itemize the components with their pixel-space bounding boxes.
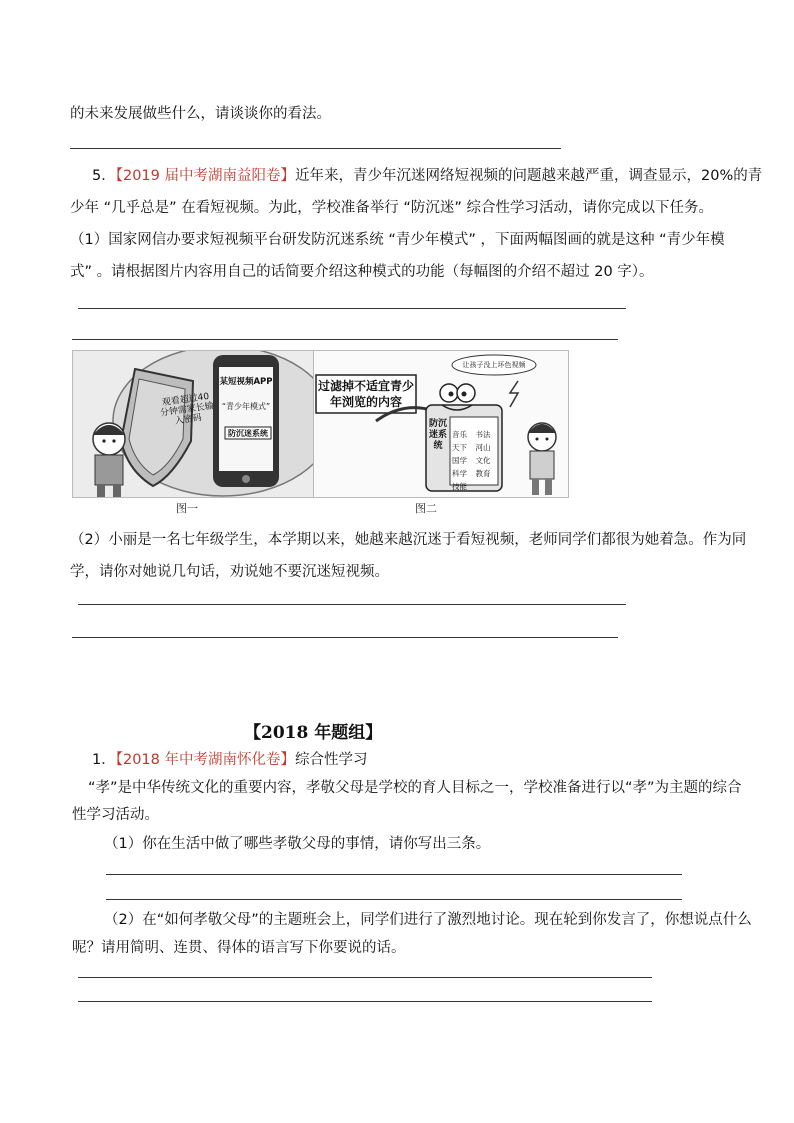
answer-line[interactable] xyxy=(70,148,561,149)
screen-item: 国学 xyxy=(452,456,467,465)
q1-source: 【2018 年中考湖南怀化卷】 xyxy=(115,752,295,768)
q5-intro-line2: 少年 “几乎总是” 在看短视频。为此，学校准备举行 “防沉迷” 综合性学习活动，请你完成以下任务。 xyxy=(70,200,713,216)
system-label: 防沉迷系统 xyxy=(228,429,268,438)
q5-sub1-line1: （1）国家网信办要求短视频平台研发防沉迷系统 “青少年模式” ，下面两幅图画的就是这种 “青少年模 xyxy=(70,232,725,248)
q1-sub2-line1: （2）在“如何孝敬父母”的主题班会上，同学们进行了激烈地讨论。现在轮到你发言了，你想说点什么 xyxy=(104,912,752,928)
answer-line[interactable] xyxy=(72,339,618,340)
figure-2-caption: 图二 xyxy=(415,502,437,515)
section-2018-header: 【2018 年题组】 xyxy=(244,723,383,743)
q1-intro-line2: 性学习活动。 xyxy=(72,807,159,823)
answer-line[interactable] xyxy=(78,604,626,605)
answer-line[interactable] xyxy=(78,308,626,309)
q5-sub1-line2: 式” 。请根据图片内容用自己的话简要介绍这种模式的功能（每幅图的介绍不超过 20 字）。 xyxy=(70,264,654,280)
q1-number: 1． xyxy=(92,752,116,768)
phone-app-title: 某短视频APP xyxy=(219,377,273,387)
figure-1-caption: 图一 xyxy=(176,502,198,515)
answer-line[interactable] xyxy=(106,899,682,900)
shield-text: 观看超过40分钟需家长输入密码 xyxy=(159,391,215,427)
figure-2-banner: 过滤掉不适宜青少年浏览的内容 xyxy=(318,379,415,409)
q5-number: 5． xyxy=(92,168,116,184)
answer-line[interactable] xyxy=(106,874,682,875)
figure-2-screen-grid xyxy=(452,429,498,493)
screen-item: 科学 xyxy=(452,469,467,478)
screen-item: 天下 xyxy=(452,443,467,452)
continuation-text: 的未来发展做些什么，请谈谈你的看法。 xyxy=(70,106,331,122)
figure-2-image xyxy=(313,350,569,498)
q1-sub1: （1）你在生活中做了哪些孝敬父母的事情，请你写出三条。 xyxy=(104,836,491,852)
q1-sub2-line2: 呢？请用简明、连贯、得体的语言写下你要说的话。 xyxy=(72,940,406,956)
screen-item: 河山 xyxy=(475,443,491,452)
screen-item: 技能 xyxy=(452,482,467,491)
phone-mode-label: “青少年模式” xyxy=(221,402,271,411)
screen-item: 书法 xyxy=(475,430,491,439)
screen-item: 音乐 xyxy=(452,430,467,439)
q5-intro-text: 近年来，青少年沉迷网络短视频的问题越来越严重，调查显示，20%的青 xyxy=(295,168,763,184)
q5-intro-line1 xyxy=(92,166,763,186)
q1-title-line xyxy=(92,750,732,770)
screen-item: 文化 xyxy=(475,456,491,465)
q1-title: 综合性学习 xyxy=(295,752,368,768)
figure-2-robot-label: 防沉迷系统 xyxy=(429,419,448,451)
figure-1-image xyxy=(72,350,315,498)
answer-line[interactable] xyxy=(72,637,618,638)
q5-sub2-line1: （2）小丽是一名七年级学生，本学期以来，她越来越沉迷于看短视频，老师同学们都很为她着急。作为同 xyxy=(70,532,747,548)
answer-line[interactable] xyxy=(78,1001,652,1002)
screen-item: 教育 xyxy=(475,469,491,478)
q5-source: 【2019 届中考湖南益阳卷】 xyxy=(115,168,295,184)
q5-sub2-line2: 学，请你对她说几句话，劝说她不要沉迷短视频。 xyxy=(70,564,389,580)
q1-intro-line1: “孝”是中华传统文化的重要内容，孝敬父母是学校的育人目标之一，学校准备进行以“孝”为主题的综合 xyxy=(88,780,742,796)
answer-line[interactable] xyxy=(78,977,652,978)
figure-2-bubble: 让孩子没上坏色视频 xyxy=(462,361,526,369)
